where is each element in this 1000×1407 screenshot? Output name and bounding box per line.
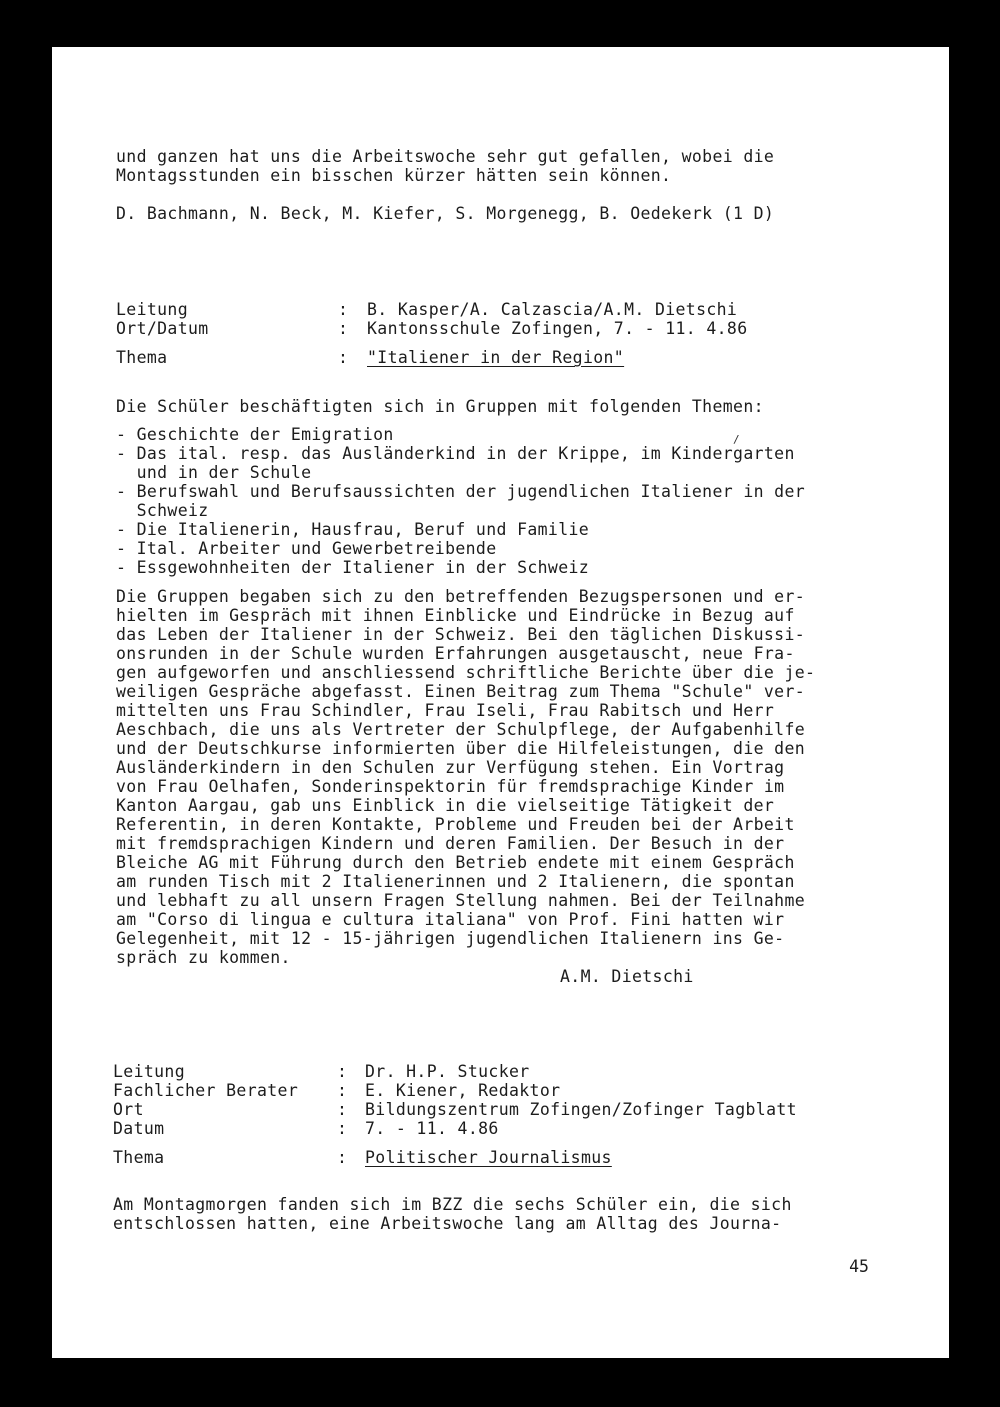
meta-separator: : [337, 1081, 348, 1100]
section1-intro: Die Schüler beschäftigten sich in Gruppen mit folgenden Themen: [116, 397, 764, 416]
meta-value-theme: "Italiener in der Region" [367, 348, 625, 367]
body-line: und lebhaft zu all unsern Fragen Stellung nahmen. Bei der Teilnahme [116, 891, 806, 910]
meta-value: Dr. H.P. Stucker [365, 1062, 530, 1081]
body-line: entschlossen hatten, eine Arbeitswoche lang am Alltag des Journa- [113, 1214, 782, 1233]
meta-separator: : [337, 1119, 348, 1138]
meta-separator: : [338, 319, 349, 338]
list-item: und in der Schule [116, 463, 312, 482]
body-line: mittelten uns Frau Schindler, Frau Iseli, Frau Rabitsch und Herr [116, 701, 775, 720]
list-item: Schweiz [116, 501, 209, 520]
body-line: das Leben der Italiener in der Schweiz. Bei den täglichen Diskussi- [116, 625, 806, 644]
meta-value: E. Kiener, Redaktor [365, 1081, 561, 1100]
meta-value: 7. - 11. 4.86 [365, 1119, 499, 1138]
meta-value-theme: Politischer Journalismus [365, 1148, 612, 1167]
list-item: - Die Italienerin, Hausfrau, Beruf und Familie [116, 520, 590, 539]
document-page [52, 47, 949, 1358]
body-line: Aeschbach, die uns als Vertreter der Schulpflege, der Aufgabenhilfe [116, 720, 806, 739]
body-line: am runden Tisch mit 2 Italienerinnen und 2 Italienern, die spontan [116, 872, 795, 891]
body-line: onsrunden in der Schule wurden Erfahrungen ausgetauscht, neue Fra- [116, 644, 795, 663]
body-line: von Frau Oelhafen, Sonderinspektorin für fremdsprachige Kinder im [116, 777, 785, 796]
body-line: Bleiche AG mit Führung durch den Betrieb endete mit einem Gespräch [116, 853, 795, 872]
meta-value: Kantonsschule Zofingen, 7. - 11. 4.86 [367, 319, 748, 338]
body-line: und der Deutschkurse informierten über die Hilfeleistungen, die den [116, 739, 806, 758]
intro-line: Montagsstunden ein bisschen kürzer hätten sein können. [116, 166, 672, 185]
meta-separator: : [337, 1062, 348, 1081]
meta-value: B. Kasper/A. Calzascia/A.M. Dietschi [367, 300, 738, 319]
handwritten-mark: / [733, 433, 740, 446]
list-item: - Das ital. resp. das Ausländerkind in der Krippe, im Kindergarten [116, 444, 795, 463]
body-line: weiligen Gespräche abgefasst. Einen Beitrag zum Thema "Schule" ver- [116, 682, 806, 701]
meta-label: Thema [116, 348, 168, 367]
meta-separator: : [338, 300, 349, 319]
list-item: - Ital. Arbeiter und Gewerbetreibende [116, 539, 497, 558]
meta-label: Leitung [116, 300, 188, 319]
meta-label: Thema [113, 1148, 165, 1167]
intro-authors: D. Bachmann, N. Beck, M. Kiefer, S. Morgenegg, B. Oedekerk (1 D) [116, 204, 775, 223]
meta-label: Leitung [113, 1062, 185, 1081]
body-line: hielten im Gespräch mit ihnen Einblicke und Eindrücke in Bezug auf [116, 606, 795, 625]
meta-label: Ort [113, 1100, 144, 1119]
list-item: - Geschichte der Emigration [116, 425, 394, 444]
meta-label: Datum [113, 1119, 165, 1138]
meta-value: Bildungszentrum Zofingen/Zofinger Tagblatt [365, 1100, 797, 1119]
body-line: gen aufgeworfen und anschliessend schriftliche Berichte über die je- [116, 663, 816, 682]
body-line: Ausländerkindern in den Schulen zur Verfügung stehen. Ein Vortrag [116, 758, 785, 777]
body-line: Referentin, in deren Kontakte, Probleme und Freuden bei der Arbeit [116, 815, 795, 834]
body-line: mit fremdsprachigen Kindern und deren Familien. Der Besuch in der [116, 834, 785, 853]
meta-separator: : [338, 348, 349, 367]
meta-label: Ort/Datum [116, 319, 209, 338]
list-item: - Essgewohnheiten der Italiener in der Schweiz [116, 558, 590, 577]
body-line: am "Corso di lingua e cultura italiana" von Prof. Fini hatten wir [116, 910, 785, 929]
body-line: Kanton Aargau, gab uns Einblick in die vielseitige Tätigkeit der [116, 796, 775, 815]
meta-separator: : [337, 1100, 348, 1119]
body-line: Am Montagmorgen fanden sich im BZZ die sechs Schüler ein, die sich [113, 1195, 792, 1214]
page-number: 45 [849, 1257, 869, 1276]
signature: A.M. Dietschi [560, 967, 694, 986]
list-item: - Berufswahl und Berufsaussichten der jugendlichen Italiener in der [116, 482, 806, 501]
body-line: Die Gruppen begaben sich zu den betreffenden Bezugspersonen und er- [116, 587, 806, 606]
intro-line: und ganzen hat uns die Arbeitswoche sehr gut gefallen, wobei die [116, 147, 775, 166]
body-line: Gelegenheit, mit 12 - 15-jährigen jugendlichen Italienern ins Ge- [116, 929, 785, 948]
body-line: spräch zu kommen. [116, 948, 291, 967]
meta-separator: : [337, 1148, 348, 1167]
meta-label: Fachlicher Berater [113, 1081, 299, 1100]
